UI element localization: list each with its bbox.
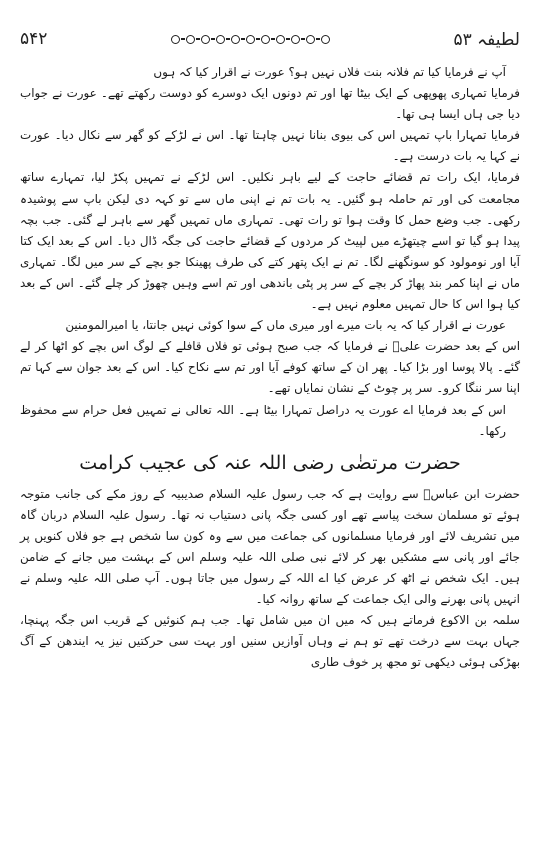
paragraph: آپ نے فرمایا کیا تم فلانہ بنت فلاں نہیں ہو؟ عورت نے اقرار کیا کہ ہوں [153, 65, 506, 79]
paragraph: اس کے بعد فرمایا اے عورت یہ دراصل تمہارا بیٹا ہے۔ اللہ تعالی نے تمہیں فعل حرام سے محفوظ رکھا۔ [20, 402, 506, 438]
paragraph: فرمایا تمہارا باپ تمہیں اس کی بیوی بنانا نہیں چاہتا تھا۔ اس نے لڑکے کو گھر سے نکال دیا۔ عورت نے کہا یہ بات درست ہے۔ [20, 128, 520, 164]
paragraph: فرمایا، ایک رات تم قضائے حاجت کے لیے باہر نکلیں۔ اس لڑکے نے تمہیں پکڑ لیا، تمہارے ساتھ مجامعت کی اور تم حاملہ ہو گئیں۔ یہ بات تم نے اپنی ماں سے تو کہہ دی لیکن باپ سے پوشیدہ رکھی۔ جب وضع حمل کا وقت ہوا تو رات تھی۔ تمہاری ماں تمہیں گھر سے باہر لے گئی۔ جب بچہ پیدا ہو گیا تو اسے چیتھڑے میں لپیٹ کر مردوں کے قضائے حاجت کی جگہ ڈال دیا۔ اس کے بعد ایک کتا آیا اور نومولود کو سونگھنے لگا۔ تم نے ایک پتھر کتے کی طرف پھینکا جو بچے کے سر میں لگا۔ تمہاری ماں نے اپنا کمر بند پھاڑ کر بچے کے سر پر پٹی باندھی اور تم اسے وہیں چھوڑ کر چلے گئے۔ اس کے بعد کیا ہوا اس کا حال تمہیں معلوم نہیں ہے۔ [20, 170, 520, 312]
paragraph: عورت نے اقرار کیا کہ یہ بات میرے اور میری ماں کے سوا کوئی نہیں جانتا، یا امیرالمومنین [65, 318, 506, 333]
page-body [20, 62, 520, 674]
paragraph: حضرت ابن عباسؓ سے روایت ہے کہ جب رسول علیہ السلام صدیبیہ کے روز مکے کی جانب متوجہ ہوئے تو مسلمان سخت پیاسے تھے اور کسی جگہ پانی دستیاب نہ تھا۔ رسول علیہ السلام دربان گاہ میں تشریف لائے اور فرمایا مسلمانوں کی جماعت میں سے وہ کون سا شخص ہے جو فلاں کنویں پر جائے اور پانی سے مشکیں بھر کر لائے نبی صلی اللہ علیہ وسلم اس کے بہشت میں جانے کے ضامن ہیں۔ ایک شخص نے اٹھ کر عرض کیا اے اللہ کے رسول میں جاتا ہوں۔ آپ صلی اللہ علیہ وسلم نے انہیں پانی بھرنے والی ایک جماعت کے ساتھ روانہ کیا۔ [20, 486, 520, 607]
page-number: ۵۴۲ [20, 29, 48, 49]
paragraph: سلمہ بن الاکوع فرماتے ہیں کہ میں ان میں شامل تھا۔ جب ہم کنوئیں کے قریب اس جگہ پہنچا، جہاں بہت سے درخت تھے تو ہم نے وہاں آوازیں سنیں اور بہت سی حرکتیں نیز یہ ایندھن کے آگ بھڑکی ہوئی دیکھی تو مجھ پر خوف طاری [20, 613, 520, 670]
header-ornament [170, 35, 331, 44]
paragraph: فرمایا تمہاری پھوپھی کے ایک بیٹا تھا اور تم دونوں ایک دوسرے کو دوست رکھتے تھے۔ عورت نے جواب دیا جی ہاں ایسا ہی تھا۔ [20, 86, 520, 122]
chapter-title: لطیفہ ۵۳ [453, 29, 520, 50]
section-heading: حضرت مرتضٰی رضی اللہ عنہ کی عجیب کرامت [79, 451, 461, 474]
page-header [20, 22, 520, 56]
paragraph: اس کے بعد حضرت علیؓ نے فرمایا کہ جب صبح ہوئی تو فلاں قافلے کے لوگ اس بچے کو اٹھا کر لے گئے۔ پالا پوسا اور بڑا کیا۔ پھر ان کے ساتھ کوفے آیا اور تم سے نکاح کیا۔ اس کے بعد جوان سے کہا تم اپنا سر ننگا کرو۔ سر پر چوٹ کے نشان نمایاں تھے۔ [20, 339, 520, 396]
